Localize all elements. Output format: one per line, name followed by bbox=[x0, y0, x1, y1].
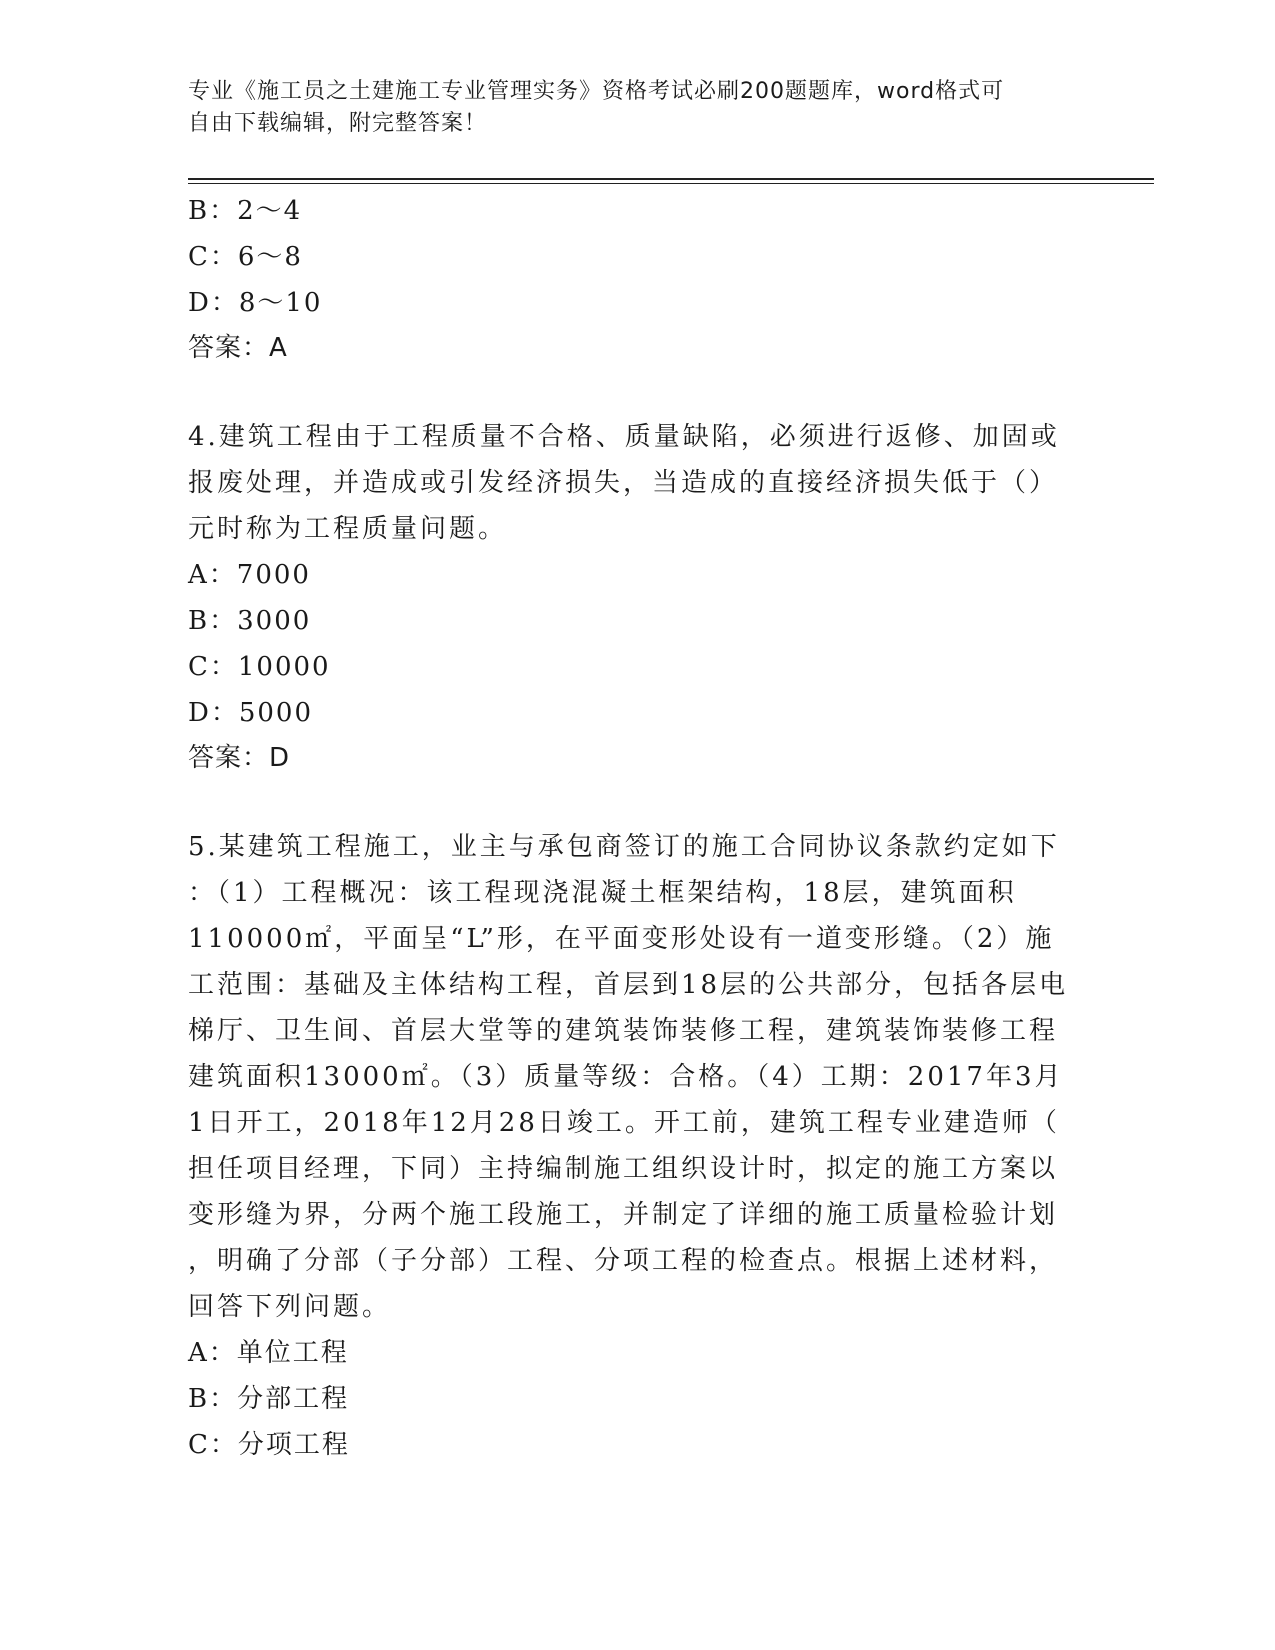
option-b: B：3000 bbox=[188, 606, 312, 636]
question-5 bbox=[188, 824, 1088, 1468]
option-d: D：8～10 bbox=[188, 288, 323, 318]
spacer bbox=[188, 370, 1088, 414]
option-b: B：分部工程 bbox=[188, 1384, 350, 1414]
option-c: C：分项工程 bbox=[188, 1430, 350, 1460]
option-a: A：单位工程 bbox=[188, 1338, 349, 1368]
header-title: 专业《施工员之土建施工专业管理实务》资格考试必刷200题题库，word格式可 自由下载编辑，附完整答案！ bbox=[188, 79, 1005, 136]
option-d: D：5000 bbox=[188, 698, 314, 728]
option-b: B：2～4 bbox=[188, 196, 303, 226]
answer: 答案：A bbox=[188, 333, 288, 363]
question-text: 4.建筑工程由于工程质量不合格、质量缺陷，必须进行返修、加固或 报废处理，并造成或引发经济损失，当造成的直接经济损失低于（） 元时称为工程质量问题。 bbox=[188, 422, 1060, 544]
question-3-tail bbox=[188, 188, 1088, 370]
document-header bbox=[188, 76, 1068, 140]
header-rule-thin bbox=[188, 183, 1154, 184]
question-text: 5.某建筑工程施工，业主与承包商签订的施工合同协议条款约定如下 ：（1）工程概况：该工程现浇混凝土框架结构，18层，建筑面积 110000㎡，平面呈“L”形，在平面变形处设有一道变形缝。（2）施 工范围：基础及主体结构工程，首层到18层的公共部分，包括各层电 梯厅、卫生间、首层大堂等的建筑装饰装修工程，建筑装饰装修工程 建筑面积13000㎡。（3）质量等级：合格。（4）工期：2017年3月 1日开工，2018年12月28日竣工。开工前，建筑工程专业建造师（ 担任项目经理，下同）主持编制施工组织设计时，拟定的施工方案以 变形缝为界，分两个施工段施工，并制定了详细的施工质量检验计划 ，明确了分部（子分部）工程、分项工程的检查点。根据上述材料， 回答下列问题。 bbox=[188, 832, 1069, 1322]
option-c: C：10000 bbox=[188, 652, 331, 682]
option-a: A：7000 bbox=[188, 560, 311, 590]
header-rule-thick bbox=[188, 178, 1154, 180]
document-body bbox=[188, 188, 1088, 1468]
question-4 bbox=[188, 414, 1088, 780]
option-c: C：6～8 bbox=[188, 242, 303, 272]
spacer bbox=[188, 780, 1088, 824]
answer: 答案：D bbox=[188, 743, 291, 773]
